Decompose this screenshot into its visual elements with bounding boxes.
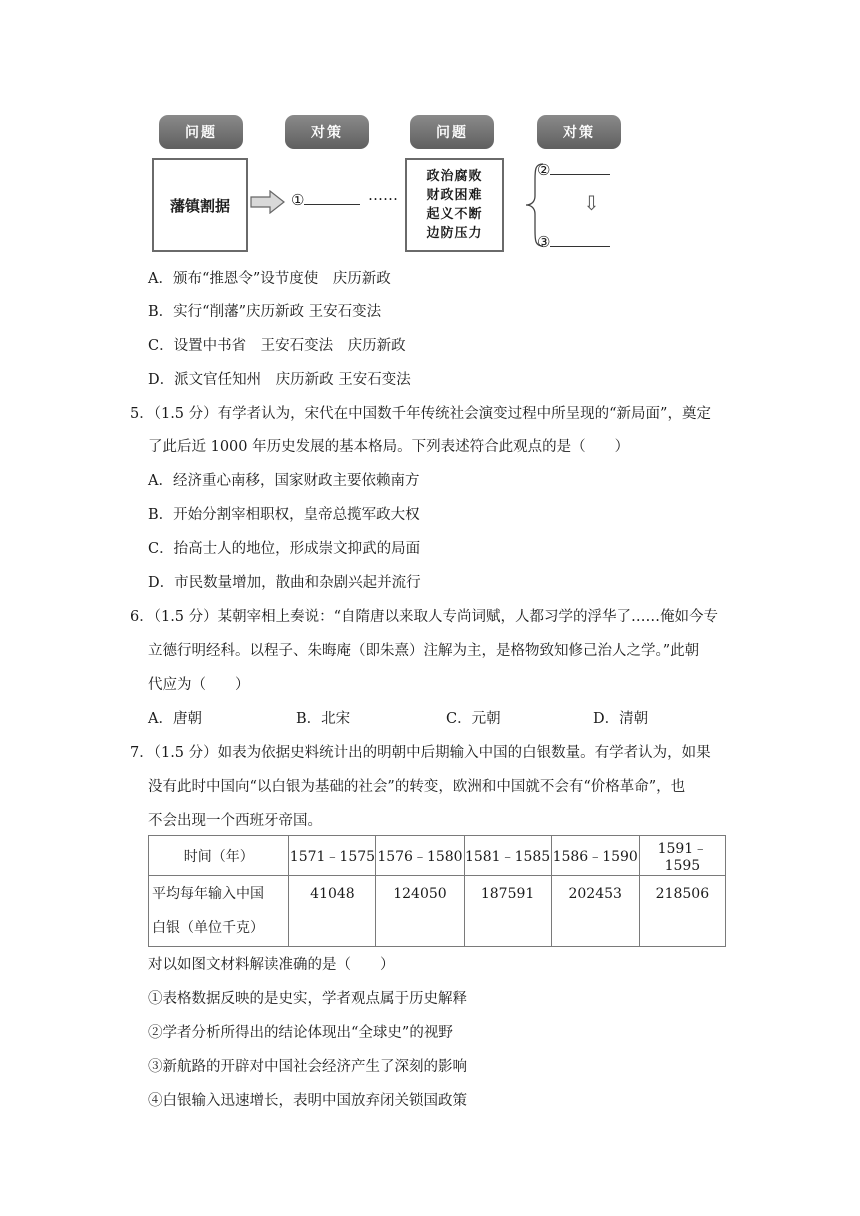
problem-item: 财政困难 bbox=[426, 188, 483, 203]
problem-box-1: 藩镇割据 bbox=[152, 158, 248, 252]
q7-statement-4: ④白银输入迅速增长，表明中国放弃闭关锁国政策 bbox=[148, 1093, 467, 1109]
table-period: 1571﹣1575 bbox=[289, 836, 376, 876]
table-period: 1581﹣1585 bbox=[464, 836, 551, 876]
table-row-label-line-1: 平均每年输入中国 bbox=[152, 886, 264, 902]
header-problem-2: 问题 bbox=[410, 115, 494, 149]
q7-stem-line-3: 不会出现一个西班牙帝国。 bbox=[148, 813, 322, 829]
q5-option-d: D．市民数量增加，散曲和杂剧兴起并流行 bbox=[148, 575, 421, 591]
header-solution-1: 对策 bbox=[285, 115, 369, 149]
q6-stem-line-2: 立德行明经科。以程子、朱晦庵（即朱熹）注解为主，是格物致知修己治人之学。”此朝 bbox=[148, 643, 700, 659]
blank-3-line bbox=[550, 232, 610, 247]
table-period: 1591﹣1595 bbox=[639, 836, 725, 876]
q5-option-b: B．开始分割宰相职权，皇帝总揽军政大权 bbox=[148, 507, 420, 523]
table-cell: 124050 bbox=[376, 876, 464, 947]
blank-3 bbox=[537, 232, 610, 252]
table-header-row bbox=[149, 836, 726, 876]
problem-item: 政治腐败 bbox=[426, 169, 483, 184]
problem-item: 起义不断 bbox=[426, 207, 483, 222]
marker-1: ① bbox=[291, 191, 305, 209]
problem-box-2 bbox=[405, 158, 504, 252]
q7-stem-line-2: 没有此时中国向“以白银为基础的社会”的转变，欧洲和中国就不会有“价格革命”，也 bbox=[148, 779, 686, 795]
q7-stem-line-1: 7．（1.5 分）如表为依据史料统计出的明朝中后期输入中国的白银数量。有学者认为，如果 bbox=[130, 745, 711, 761]
problem-item: 边防压力 bbox=[426, 226, 483, 241]
silver-import-table bbox=[148, 835, 726, 947]
table-cell: 218506 bbox=[639, 876, 725, 947]
header-problem-1: 问题 bbox=[159, 115, 243, 149]
table-header-label: 时间（年） bbox=[149, 836, 289, 876]
marker-2: ② bbox=[537, 161, 551, 179]
q6-option-a: A．唐朝 bbox=[148, 711, 202, 727]
marker-3: ③ bbox=[537, 233, 551, 251]
header-solution-2: 对策 bbox=[537, 115, 621, 149]
q4-option-d: D．派文官任知州 庆历新政 王安石变法 bbox=[148, 372, 411, 388]
q5-option-c: C．抬高士人的地位，形成崇文抑武的局面 bbox=[148, 541, 421, 557]
table-row-label bbox=[149, 876, 289, 947]
q6-stem-line-1: 6．（1.5 分）某朝宰相上奏说：“自隋唐以来取人专尚词赋，人都习学的浮华了……俺如今专 bbox=[130, 609, 719, 625]
q5-stem-line-1: 5．（1.5 分）有学者认为，宋代在中国数千年传统社会演变过程中所呈现的“新局面”，奠定 bbox=[130, 406, 711, 422]
q7-prompt: 对以如图文材料解读准确的是（ ） bbox=[148, 957, 395, 973]
table-period: 1576﹣1580 bbox=[376, 836, 464, 876]
q4-option-a: A．颁布“推恩令”设节度使 庆历新政 bbox=[148, 271, 391, 287]
q6-option-b: B．北宋 bbox=[296, 711, 351, 727]
q6-option-c: C．元朝 bbox=[446, 711, 501, 727]
q4-option-c: C．设置中书省 王安石变法 庆历新政 bbox=[148, 338, 406, 354]
q5-stem-line-2: 了此后近 1000 年历史发展的基本格局。下列表述符合此观点的是（ ） bbox=[148, 439, 630, 455]
table-cell: 187591 bbox=[464, 876, 551, 947]
q6-stem-line-3: 代应为（ ） bbox=[148, 677, 250, 693]
q7-statement-2: ②学者分析所得出的结论体现出“全球史”的视野 bbox=[148, 1025, 453, 1041]
down-arrow-icon: ⇩ bbox=[583, 191, 600, 215]
table-row bbox=[149, 876, 726, 947]
right-arrow-icon bbox=[250, 190, 286, 214]
q7-statement-3: ③新航路的开辟对中国社会经济产生了深刻的影响 bbox=[148, 1059, 467, 1075]
q6-option-d: D．清朝 bbox=[593, 711, 649, 727]
blank-2 bbox=[537, 160, 610, 180]
blank-1 bbox=[291, 190, 360, 210]
blank-2-line bbox=[550, 160, 610, 175]
q7-statement-1: ①表格数据反映的是史实，学者观点属于历史解释 bbox=[148, 991, 467, 1007]
blank-1-line bbox=[304, 190, 360, 205]
table-cell: 41048 bbox=[289, 876, 376, 947]
table-period: 1586﹣1590 bbox=[551, 836, 639, 876]
table-cell: 202453 bbox=[551, 876, 639, 947]
q5-option-a: A．经济重心南移，国家财政主要依赖南方 bbox=[148, 473, 420, 489]
table-row-label-line-2: 白银（单位千克） bbox=[152, 920, 264, 936]
q4-option-b: B．实行“削藩”庆历新政 王安石变法 bbox=[148, 304, 382, 320]
ellipsis: …… bbox=[368, 186, 398, 204]
